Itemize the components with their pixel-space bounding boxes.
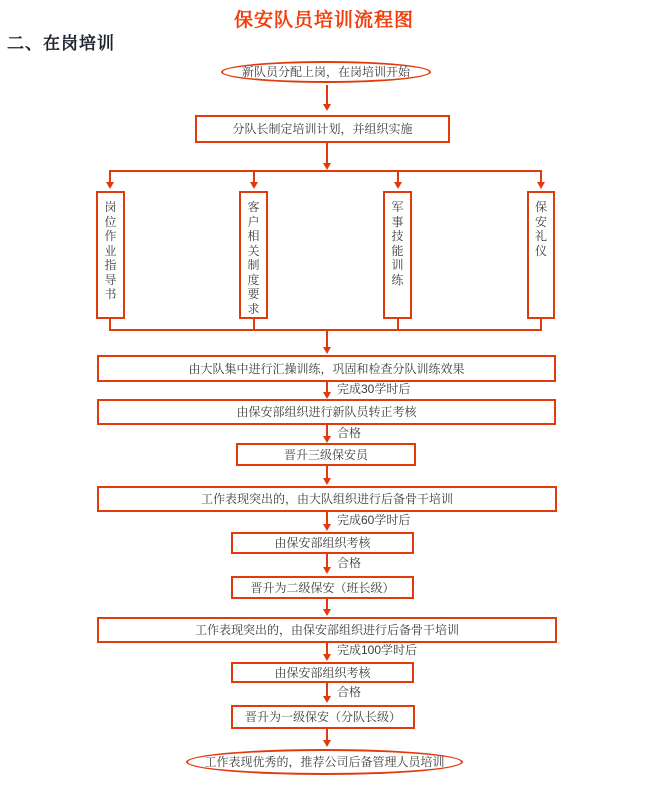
backbone-training-dept-box: 工作表现突出的，由保安部组织进行后备骨干培训 [97,617,557,643]
dept-exam-box-2: 由保安部组织考核 [231,662,414,683]
section-heading: 二、在岗培训 [7,34,115,53]
arrowhead-down-icon [323,524,331,531]
dept-exam-box-1: 由保安部组织考核 [231,532,414,554]
plan-step-box: 分队长制定培训计划，并组织实施 [195,115,450,143]
connector-line [326,143,328,164]
arrowhead-down-icon [323,104,331,111]
arrowhead-down-icon [323,696,331,703]
connector-line [326,85,328,106]
arrowhead-down-icon [323,436,331,443]
hours-60-label: 完成60学时后 [337,513,411,527]
pass-label-3: 合格 [337,685,362,699]
track-box-client-rules: 客户相关制度要求 [239,191,268,319]
promotion-level2-box: 晋升为二级保安（班长级） [231,576,414,599]
page-title: 保安队员培训流程图 [233,10,414,31]
promotion-level1-box: 晋升为一级保安（分队长级） [231,705,415,729]
arrowhead-down-icon [323,478,331,485]
start-terminator: 新队员分配上岗，在岗培训开始 [221,61,431,83]
arrowhead-down-icon [323,392,331,399]
new-member-exam-box: 由保安部组织进行新队员转正考核 [97,399,556,425]
pass-label-1: 合格 [337,426,362,440]
arrowhead-down-icon [323,740,331,747]
track-box-military-skills: 军事技能训练 [383,191,412,319]
arrowhead-down-icon [250,182,258,189]
arrowhead-down-icon [323,567,331,574]
review-training-box: 由大队集中进行汇操训练，巩固和检查分队训练效果 [97,355,556,382]
promotion-level3-box: 晋升三级保安员 [236,443,416,466]
track-box-job-instruction: 岗位作业指导书 [96,191,125,319]
arrowhead-down-icon [394,182,402,189]
arrowhead-down-icon [323,609,331,616]
arrowhead-down-icon [323,654,331,661]
pass-label-2: 合格 [337,556,362,570]
track-box-etiquette: 保安礼仪 [527,191,555,319]
arrowhead-down-icon [323,163,331,170]
branch-line [109,170,542,172]
arrowhead-down-icon [323,347,331,354]
arrowhead-down-icon [537,182,545,189]
backbone-training-brigade-box: 工作表现突出的，由大队组织进行后备骨干培训 [97,486,557,512]
hours-30-label: 完成30学时后 [337,382,411,396]
arrowhead-down-icon [106,182,114,189]
hours-100-label: 完成100学时后 [337,643,418,657]
end-terminator: 工作表现优秀的，推荐公司后备管理人员培训 [186,749,463,775]
